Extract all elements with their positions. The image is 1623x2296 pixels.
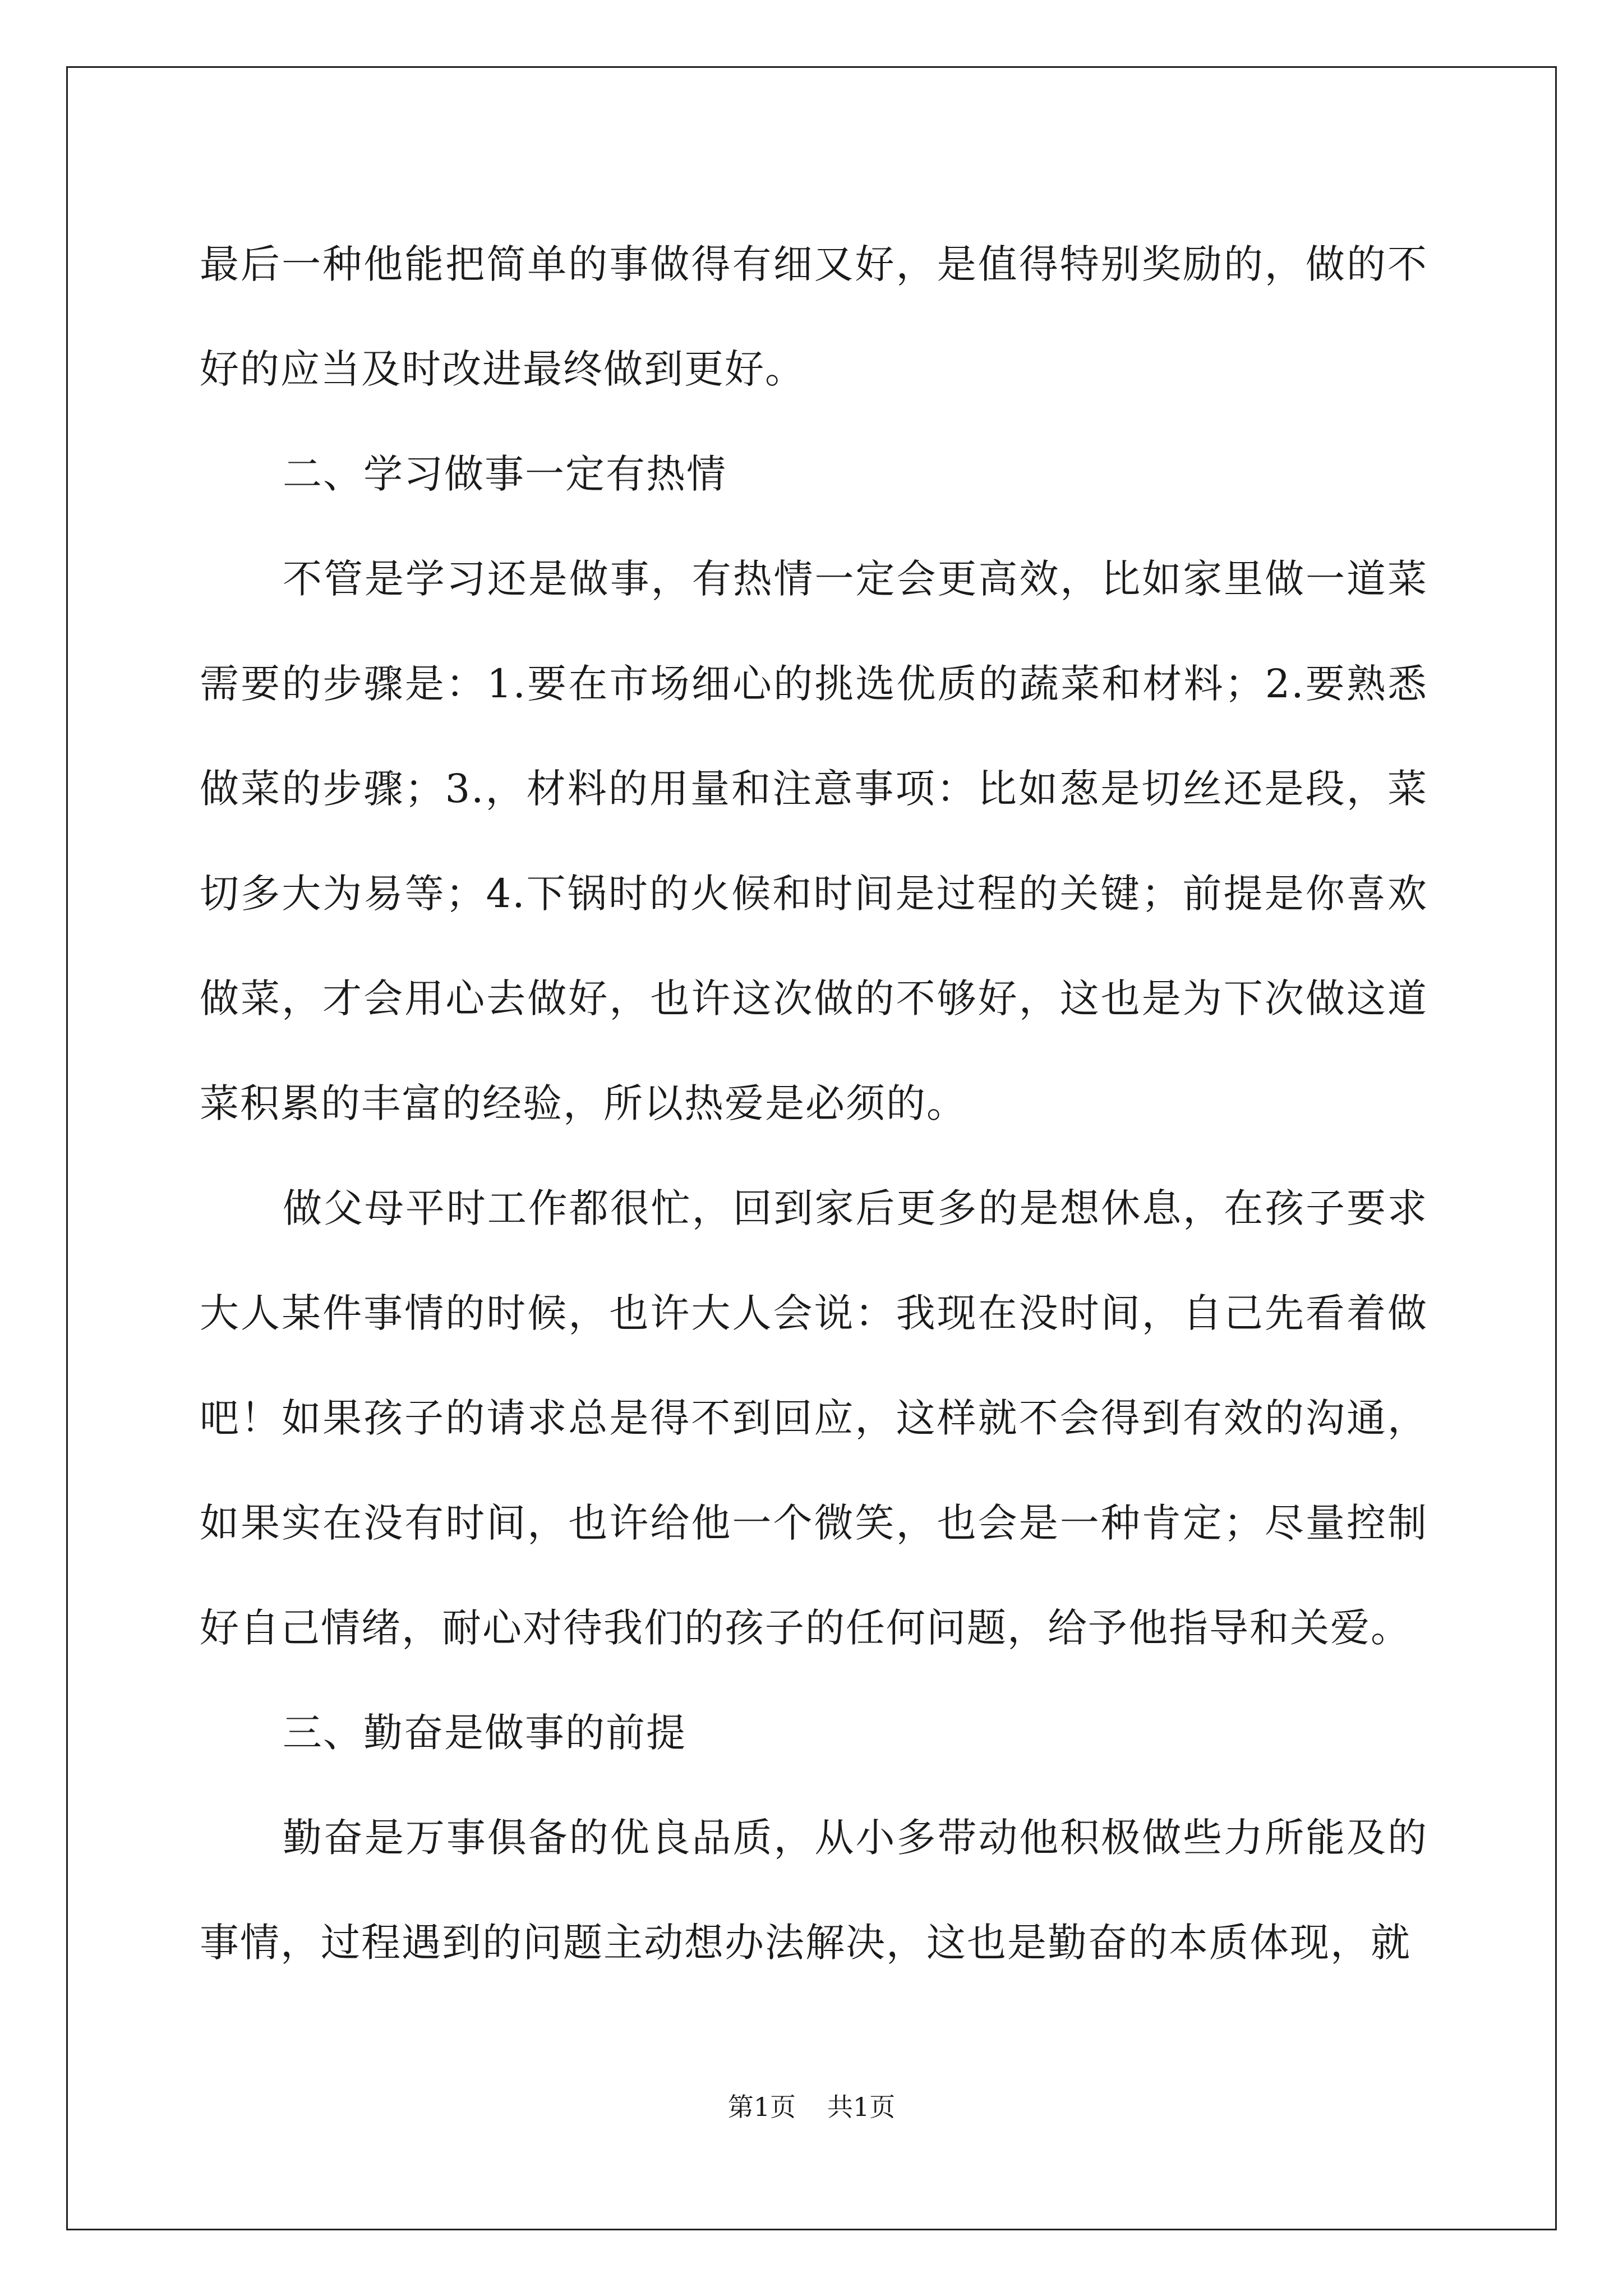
section-heading: 三、勤奋是做事的前提 [283, 1710, 686, 1756]
paragraph: 最后一种他能把简单的事做得有细又好，是值得特别奖励的，做的不好的应当及时改进最终做到更好。 [200, 241, 1428, 392]
document-body [200, 212, 1428, 1995]
paragraph: 勤奋是万事俱备的优良品质，从小多带动他积极做些力所能及的事情，过程遇到的问题主动想办法解决，这也是勤奋的本质体现，就 [200, 1815, 1428, 1966]
page-number: 第1页 [727, 2092, 796, 2122]
page-total: 共1页 [827, 2092, 896, 2122]
paragraph: 做父母平时工作都很忙，回到家后更多的是想休息，在孩子要求大人某件事情的时候，也许大人会说：我现在没时间，自己先看着做吧！如果孩子的请求总是得不到回应，这样就不会得到有效的沟通，如果实在没有时间，也许给他一个微笑，也会是一种肯定；尽量控制好自己情绪，耐心对待我们的孩子的任何问题，给予他指导和关爱。 [200, 1185, 1428, 1651]
paragraph: 不管是学习还是做事，有热情一定会更高效，比如家里做一道菜需要的步骤是：1.要在市场细心的挑选优质的蔬菜和材料；2.要熟悉做菜的步骤；3.，材料的用量和注意事项：比如葱是切丝还是段，菜切多大为易等；4.下锅时的火候和时间是过程的关键；前提是你喜欢做菜，才会用心去做好，也许这次做的不够好，这也是为下次做这道菜积累的丰富的经验，所以热爱是必须的。 [200, 556, 1428, 1126]
page-footer [0, 2087, 1623, 2124]
section-heading: 二、学习做事一定有热情 [283, 451, 727, 497]
